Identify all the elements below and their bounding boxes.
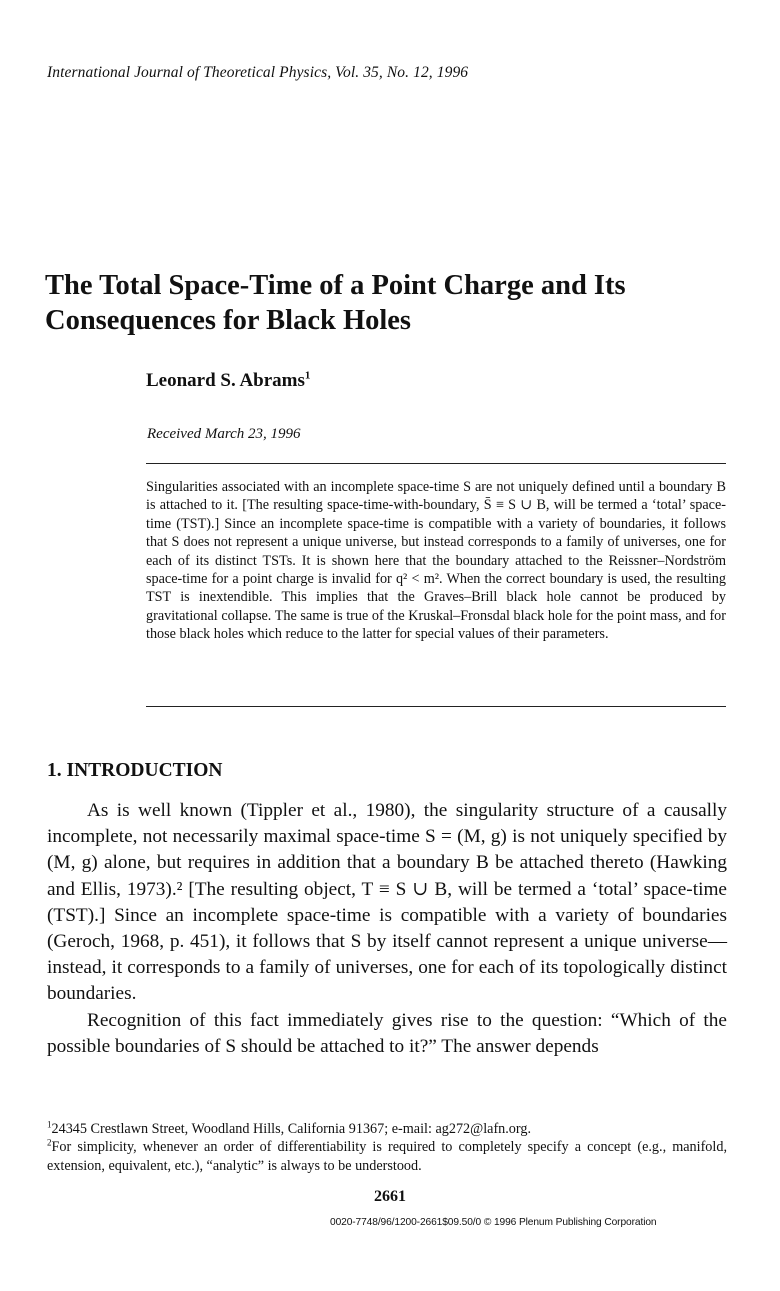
footnote <box>47 1138 727 1175</box>
author-name: Leonard S. Abrams <box>146 370 305 391</box>
received-date: Received March 23, 1996 <box>147 426 301 442</box>
section-body <box>47 798 727 1060</box>
journal-citation: International Journal of Theoretical Physics, Vol. 35, No. 12, 1996 <box>47 64 469 81</box>
footnote-marker: 2 <box>47 1137 52 1148</box>
body-paragraph: As is well known (Tippler et al., 1980), the singularity structure of a causally incomplete, not necessarily maximal space-time S = (M, g) is not uniquely specified by (M, g) alone, but requires in addition that a boundary B be attached thereto (Hawking and Ellis, 1973).² [The resulting object, T ≡ S ∪ B, will be termed a ‘total’ space-time (TST).] Since an incomplete space-time is compatible with a variety of boundaries (Geroch, 1968, p. 451), it follows that S by itself cannot represent a unique universe—instead, it corresponds to a family of universes, one for each of its topologically distinct boundaries. <box>47 800 727 1005</box>
paper-title: The Total Space-Time of a Point Charge and Its Consequences for Black Holes <box>45 270 626 336</box>
abstract-text: Singularities associated with an incomplete space-time S are not uniquely defined until a boundary B is attached to it. [The resulting space-time-with-boundary, S̄ ≡ S ∪ B, will be termed a ‘total’ space-time (TST).] Since an incomplete space-time is compatible with a variety of boundaries, it follows that S does not represent a unique universe, but instead corresponds to a family of universes, one for each of its distinct TSTs. It is shown here that the boundary attached to the Reissner–Nordström space-time for a point charge is invalid for q² < m². When the correct boundary is used, the resulting TST is inextendible. This implies that the Graves–Brill black hole cannot be produced by gravitational collapse. The same is true of the Kruskal–Fronsdal black hole for the point mass, and for those black holes which reduce to the latter for special values of their parameters. <box>146 479 726 643</box>
footnotes <box>47 1120 727 1175</box>
footnote-text: For simplicity, whenever an order of differentiability is required to completely specify a concept (e.g., manifold, extension, equivalent, etc.), “analytic” is always to be understood. <box>47 1139 727 1174</box>
section-heading: 1. INTRODUCTION <box>47 760 223 781</box>
author-line <box>146 370 310 392</box>
footnote <box>47 1120 727 1138</box>
page-number: 2661 <box>374 1188 406 1205</box>
abstract-bottom-rule <box>146 706 726 707</box>
copyright-line: 0020-7748/96/1200-2661$09.50/0 © 1996 Plenum Publishing Corporation <box>330 1217 657 1228</box>
abstract-top-rule <box>146 463 726 464</box>
author-footnote-marker: 1 <box>304 369 311 382</box>
abstract <box>146 478 726 644</box>
footnote-text: 24345 Crestlawn Street, Woodland Hills, California 91367; e-mail: ag272@lafn.org. <box>51 1121 532 1137</box>
body-paragraph: Recognition of this fact immediately gives rise to the question: “Which of the possible boundaries of S should be attached to it?” The answer depends <box>47 1009 727 1057</box>
footnote-marker: 1 <box>47 1119 52 1130</box>
